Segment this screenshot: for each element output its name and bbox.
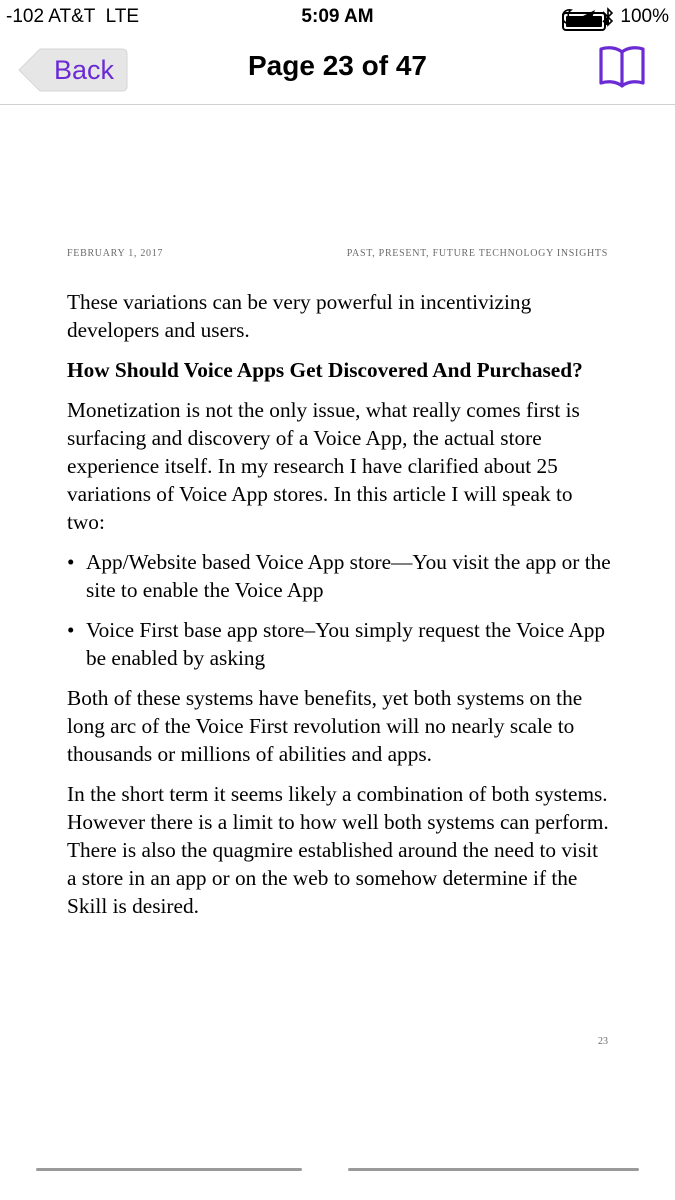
status-bar xyxy=(0,0,675,34)
book-icon[interactable] xyxy=(598,44,646,88)
status-icons xyxy=(562,6,669,28)
list-item: • Voice First base app store–You simply request the Voice App be enabled by asking xyxy=(67,616,612,672)
bullet-list xyxy=(67,548,612,672)
paragraph: Both of these systems have benefits, yet both systems on the long arc of the Voice First revolution will no nearly scale to thousands or millions of abilities and apps. xyxy=(67,686,583,766)
paragraph: In the short term it seems likely a combination of both systems. However there is a limit to how well both systems can perform. There is also the quagmire established around the need to visit a store in an app or on the web to somehow determine if the Skill is desired. xyxy=(67,782,609,918)
page-title: Page 23 of 47 xyxy=(248,50,427,81)
list-item: • App/Website based Voice App store—You visit the app or the site to enable the Voice App xyxy=(67,548,612,604)
page-number: 23 xyxy=(598,1036,608,1047)
page-scrubber-left[interactable] xyxy=(36,1168,302,1171)
paragraph: These variations can be very powerful in incentivizing developers and users. xyxy=(67,290,532,342)
page-header-title: PAST, PRESENT, FUTURE TECHNOLOGY INSIGHTS xyxy=(346,248,608,259)
page-header-date: FEBRUARY 1, 2017 xyxy=(67,248,164,259)
page-scrubber-right[interactable] xyxy=(348,1168,639,1171)
clock: 5:09 AM xyxy=(301,6,374,27)
navigation-bar xyxy=(0,34,675,105)
document-page[interactable] xyxy=(0,105,675,1155)
paragraph: Monetization is not the only issue, what really comes first is surfacing and discovery of a Voice App, the actual store experience itself. In my research I have clarified about 25 variations of Voice App stores. In this article I will speak to two: xyxy=(67,398,580,534)
section-heading: How Should Voice Apps Get Discovered And Purchased? xyxy=(67,358,583,382)
back-label: Back xyxy=(54,55,115,85)
battery-percent: 100% xyxy=(620,6,669,27)
page-content xyxy=(67,288,612,932)
carrier-label: -102 AT&T LTE xyxy=(6,6,140,27)
battery-icon xyxy=(562,12,606,31)
